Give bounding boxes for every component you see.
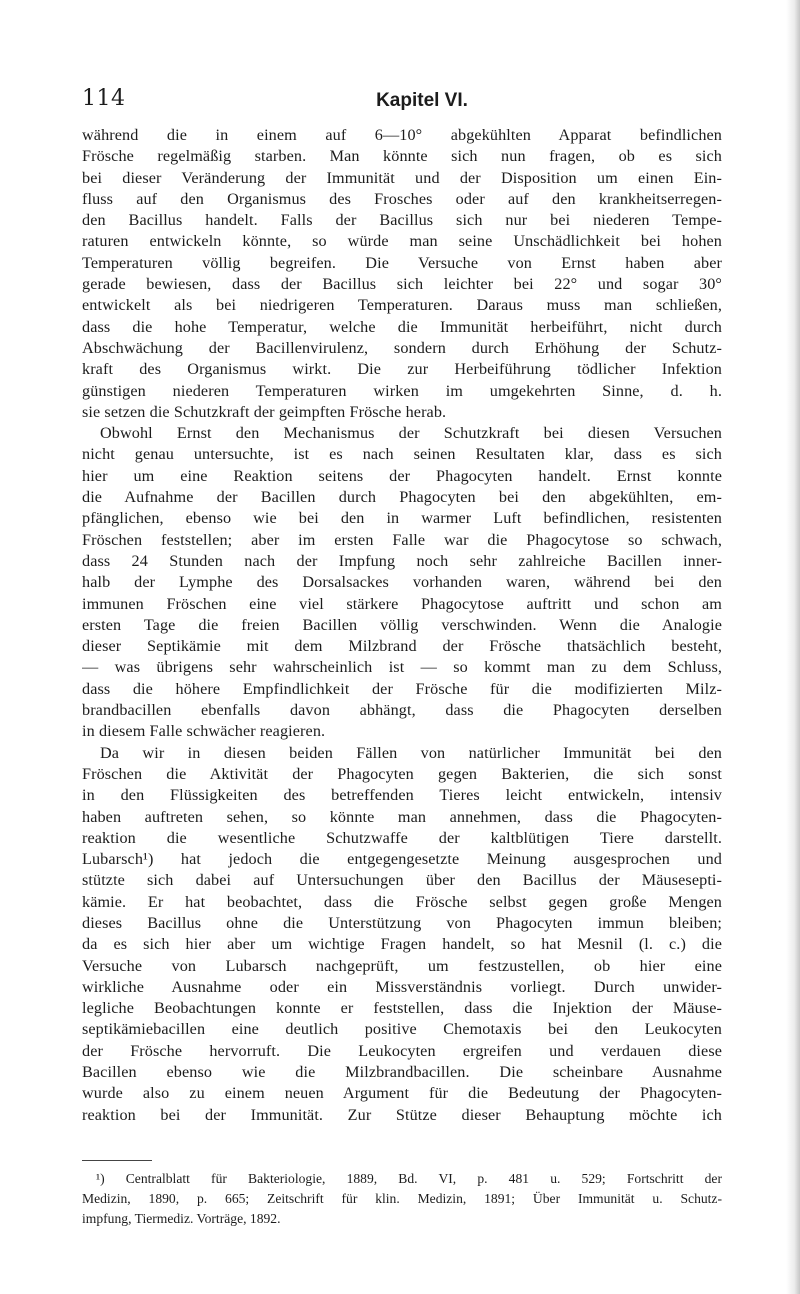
text-line: Abschwächung der Bacillenvirulenz, sondern durch Erhöhung der Schutz- (82, 338, 722, 357)
text-line: bei dieser Veränderung der Immunität und der Disposition um einen Ein- (82, 168, 722, 187)
text-line: kraft des Organismus wirkt. Die zur Herbeiführung tödlicher Infektion (82, 360, 722, 379)
text-line: legliche Beobachtungen konnte er feststellen, dass die Injektion der Mäuse- (82, 999, 722, 1018)
text-line: Bacillen ebenso wie die Milzbrandbacillen. Die scheinbare Ausnahme (82, 1063, 722, 1082)
text-line: in diesem Falle schwächer reagieren. (82, 722, 326, 741)
text-line: ersten Tage die freien Bacillen völlig verschwinden. Wenn die Analogie (82, 615, 722, 634)
text-line: wurde also zu einem neuen Argument für die Bedeutung der Phagocyten- (82, 1084, 722, 1103)
text-line: Temperaturen völlig begreifen. Die Versuche von Ernst haben aber (82, 253, 722, 272)
footnote-divider (82, 1160, 152, 1161)
text-line: sie setzen die Schutzkraft der geimpften Frösche herab. (82, 402, 447, 421)
text-line: pfänglichen, ebenso wie bei den in warmer Luft befindlichen, resistenten (82, 509, 722, 528)
text-line: Fröschen feststellen; aber im ersten Falle war die Phagocytose so schwach, (82, 530, 722, 549)
footnote-line: Medizin, 1890, p. 665; Zeitschrift für klin. Medizin, 1891; Über Immunität u. Schutz- (82, 1191, 722, 1206)
text-line: reaktion die wesentliche Schutzwaffe der kaltblütigen Tiere darstellt. (82, 828, 722, 847)
text-line: nicht genau untersuchte, ist es nach seinen Resultaten klar, dass es sich (82, 445, 722, 464)
text-line: stützte sich dabei auf Untersuchungen über den Bacillus der Mäusesepti- (82, 871, 722, 890)
text-line: dieser Septikämie mit dem Milzbrand der Frösche thatsächlich besteht, (82, 637, 722, 656)
text-line: halb der Lymphe des Dorsalsackes vorhanden waren, während bei den (82, 573, 722, 592)
text-line: Versuche von Lubarsch nachgeprüft, um festzustellen, ob hier eine (82, 956, 722, 975)
text-line: Fröschen die Aktivität der Phagocyten gegen Bakterien, die sich sonst (82, 764, 722, 783)
text-line: hier um eine Reaktion seitens der Phagocyten handelt. Ernst konnte (82, 466, 722, 485)
text-line: entwickelt als bei niedrigeren Temperaturen. Daraus muss man schließen, (82, 296, 722, 315)
text-line: dieses Bacillus ohne die Unterstützung von Phagocyten immun bleiben; (82, 913, 722, 932)
text-line: brandbacillen ebenfalls davon abhängt, dass die Phagocyten derselben (82, 701, 722, 720)
text-line: gerade bewiesen, dass der Bacillus sich leichter bei 22° und sogar 30° (82, 275, 722, 294)
text-line: dass 24 Stunden nach der Impfung noch sehr zahlreiche Bacillen inner- (82, 551, 722, 570)
text-line: da es sich hier aber um wichtige Fragen handelt, so hat Mesnil (l. c.) die (82, 935, 722, 954)
text-line: kämie. Er hat beobachtet, dass die Frösche selbst gegen große Mengen (82, 892, 722, 911)
text-line: raturen entwickeln könnte, so würde man seine Unschädlichkeit bei hohen (82, 232, 722, 251)
text-line: günstigen niederen Temperaturen wirken im umgekehrten Sinne, d. h. (82, 381, 722, 400)
footnote-line: ¹) Centralblatt für Bakteriologie, 1889, Bd. VI, p. 481 u. 529; Fortschritt der (96, 1171, 722, 1186)
footnotes (82, 1169, 722, 1229)
footnote-line: impfung, Tiermediz. Vorträge, 1892. (82, 1211, 281, 1226)
text-line: den Bacillus handelt. Falls der Bacillus sich nur bei niederen Tempe- (82, 211, 722, 230)
body-text (82, 125, 722, 1126)
text-line: dass die höhere Empfindlichkeit der Frösche für die modifizierten Milz- (82, 679, 722, 698)
page-edge-shadow (786, 0, 800, 1294)
text-line: dass die hohe Temperatur, welche die Immunität herbeiführt, nicht durch (82, 317, 722, 336)
text-line: die Aufnahme der Bacillen durch Phagocyten bei den abgekühlten, em- (82, 488, 722, 507)
text-line: fluss auf den Organismus des Frosches oder auf den krankheitserregen- (82, 189, 722, 208)
text-line: der Frösche hervorruft. Die Leukocyten ergreifen und verdauen diese (82, 1041, 722, 1060)
text-line: wirkliche Ausnahme oder ein Missverständnis vorliegt. Durch unwider- (82, 977, 722, 996)
text-line: in den Flüssigkeiten des betreffenden Tieres leicht entwickeln, intensiv (82, 786, 722, 805)
text-line: immunen Fröschen eine viel stärkere Phagocytose auftritt und schon am (82, 594, 722, 613)
text-line: Da wir in diesen beiden Fällen von natürlicher Immunität bei den (100, 743, 722, 762)
page-header (82, 86, 722, 116)
text-line: haben auftreten sehen, so könnte man annehmen, dass die Phagocyten- (82, 807, 722, 826)
text-line: Obwohl Ernst den Mechanismus der Schutzkraft bei diesen Versuchen (100, 424, 722, 443)
text-line: während die in einem auf 6—10° abgekühlten Apparat befindlichen (82, 126, 722, 144)
text-line: septikämiebacillen eine deutlich positive Chemotaxis bei den Leukocyten (82, 1020, 722, 1039)
text-line: Lubarsch¹) hat jedoch die entgegengesetzte Meinung ausgesprochen und (82, 850, 722, 869)
text-line: — was übrigens sehr wahrscheinlich ist — so kommt man zu dem Schluss, (82, 658, 722, 677)
text-line: reaktion bei der Immunität. Zur Stütze dieser Behauptung möchte ich (82, 1105, 722, 1124)
chapter-title: Kapitel VI. (376, 90, 468, 111)
text-line: Frösche regelmäßig starben. Man könnte sich nun fragen, ob es sich (82, 147, 722, 166)
page-number: 114 (82, 86, 126, 111)
